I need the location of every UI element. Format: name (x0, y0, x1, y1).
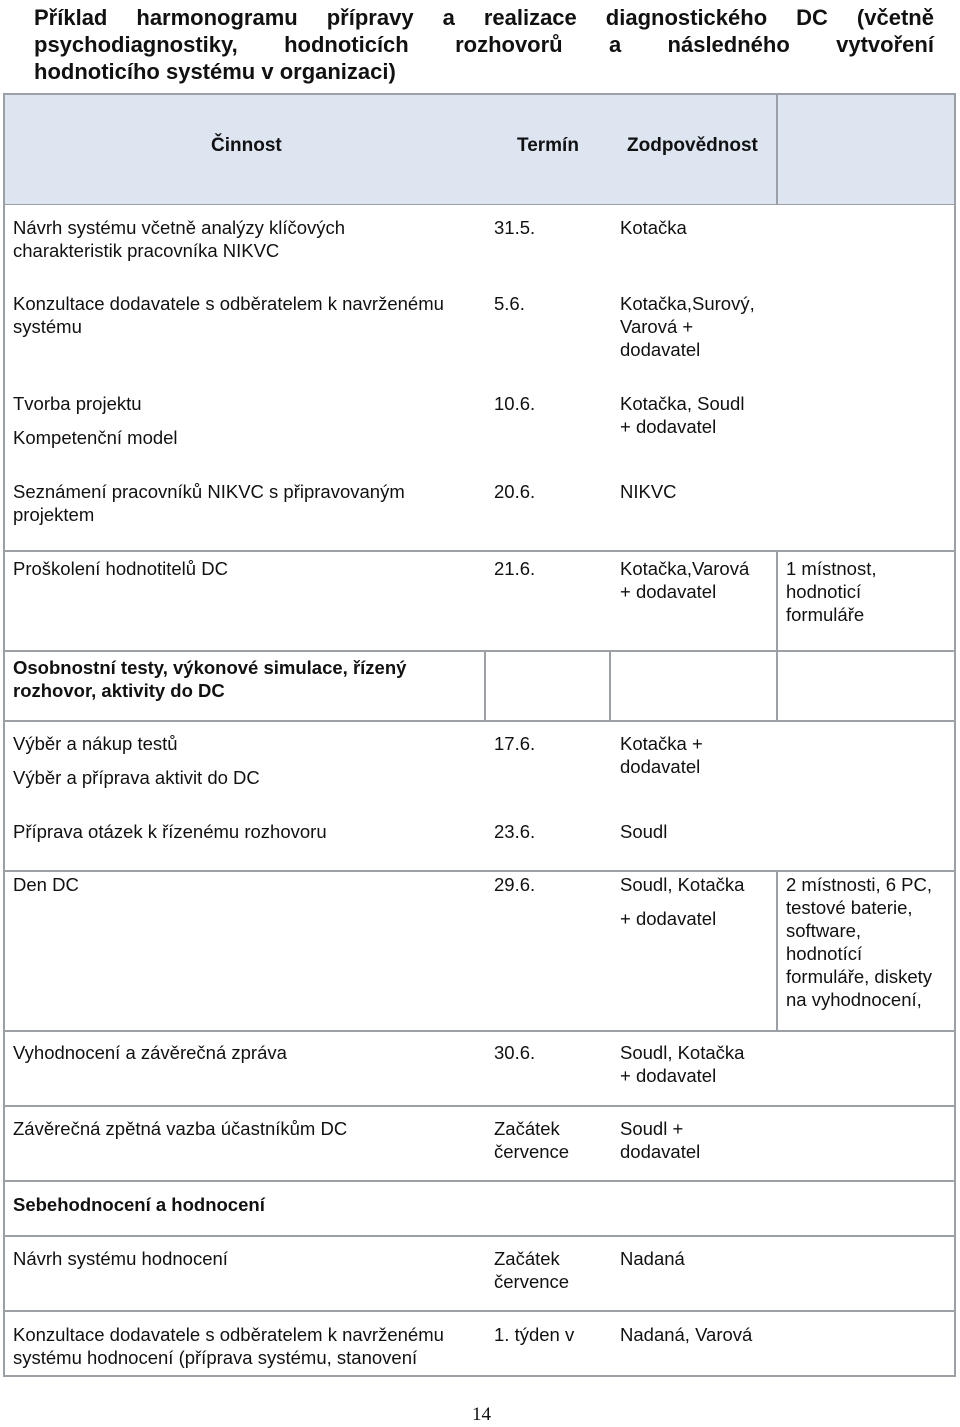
responsibility-line: Varová + (620, 316, 694, 337)
note-line: hodnoticí (786, 581, 862, 602)
responsibility-line: dodavatel (620, 756, 701, 777)
responsibility-cell (620, 1041, 744, 1087)
table-row (13, 1323, 444, 1369)
title-word: Příklad (34, 5, 108, 30)
title-line: hodnoticího systému v organizaci) (34, 59, 396, 84)
row-divider (5, 870, 954, 872)
note-line: software, (786, 920, 862, 941)
note-line: formuláře, diskety (786, 966, 932, 987)
title-word: následného (667, 32, 790, 57)
note-line: formuláře (786, 604, 865, 625)
note-cell (786, 557, 876, 626)
note-line: hodnotící (786, 943, 863, 964)
note-cell (786, 873, 932, 1011)
title-word: vytvoření (836, 32, 934, 57)
document-title (34, 4, 934, 85)
activity-cell: Kompetenční model (13, 427, 178, 448)
table-row (13, 732, 260, 789)
title-word: realizace (483, 5, 577, 30)
activity-cell: Návrh systému hodnocení (13, 1248, 228, 1269)
date-line: července (494, 1141, 570, 1162)
responsibility-cell (620, 732, 703, 778)
responsibility-cell (620, 1117, 700, 1163)
section-heading: Sebehodnocení a hodnocení (13, 1194, 265, 1215)
row-divider (5, 720, 954, 722)
responsibility-cell: Kotačka (620, 217, 687, 238)
note-line: na vyhodnocení, (786, 989, 922, 1010)
section-line: rozhovor, aktivity do DC (13, 680, 225, 701)
note-line: testové baterie, (786, 897, 913, 918)
activity-cell: Výběr a příprava aktivit do DC (13, 767, 260, 788)
note-line: 2 místnosti, 6 PC, (786, 874, 932, 895)
activity-cell: Konzultace dodavatele s odběratelem k navrženému (13, 293, 444, 314)
activity-cell: charakteristik pracovníka NIKVC (13, 240, 280, 261)
title-word: DC (796, 5, 828, 30)
row-divider (5, 1105, 954, 1107)
column-divider (776, 550, 778, 720)
responsibility-line: Soudl, Kotačka (620, 874, 745, 895)
title-word: psychodiagnostiky, (34, 32, 238, 57)
responsibility-line: Soudl, Kotačka (620, 1042, 745, 1063)
column-divider (776, 870, 778, 1030)
responsibility-cell (620, 292, 755, 361)
responsibility-line: Soudl + (620, 1118, 684, 1139)
table-row (13, 216, 345, 262)
activity-cell: Proškolení hodnotitelů DC (13, 558, 228, 579)
table-header (5, 95, 954, 205)
title-word: rozhovorů (455, 32, 563, 57)
date-line: července (494, 1271, 570, 1292)
responsibility-line: Kotačka,Surový, (620, 293, 755, 314)
responsibility-line: dodavatel (620, 1141, 701, 1162)
date-cell: 29.6. (494, 874, 536, 895)
responsibility-cell (620, 557, 749, 603)
activity-cell: Příprava otázek k řízenému rozhovoru (13, 821, 327, 842)
responsibility-cell (620, 873, 744, 930)
date-cell: 10.6. (494, 393, 536, 414)
section-line: Osobnostní testy, výkonové simulace, řízený (13, 657, 407, 678)
title-word: hodnoticích (284, 32, 409, 57)
date-cell (494, 1117, 569, 1163)
date-cell: 17.6. (494, 733, 536, 754)
activity-cell: Vyhodnocení a závěrečná zpráva (13, 1042, 287, 1063)
responsibility-line: Kotačka + (620, 733, 703, 754)
header-responsibility: Zodpovědnost (627, 135, 758, 156)
activity-cell: Konzultace dodavatele s odběratelem k navrženému (13, 1324, 444, 1345)
activity-cell: projektem (13, 504, 95, 525)
row-divider (5, 1180, 954, 1182)
column-divider (484, 650, 486, 720)
responsibility-cell: Soudl (620, 821, 668, 842)
date-cell: 5.6. (494, 293, 525, 314)
activity-cell: Závěrečná zpětná vazba účastníkům DC (13, 1118, 348, 1139)
column-divider (609, 650, 611, 720)
table-row (13, 392, 178, 449)
title-word: harmonogramu (136, 5, 298, 30)
activity-cell: systému hodnocení (příprava systému, stanovení (13, 1347, 418, 1368)
table-row (13, 480, 405, 526)
responsibility-line: Kotačka,Varová (620, 558, 750, 579)
date-cell: 1. týden v (494, 1324, 575, 1345)
header-activity: Činnost (211, 135, 282, 156)
date-cell: 20.6. (494, 481, 536, 502)
responsibility-cell: Nadaná, Varová (620, 1324, 753, 1345)
activity-cell: Tvorba projektu (13, 393, 142, 414)
row-divider (5, 1310, 954, 1312)
table-row (13, 292, 444, 338)
date-cell: 23.6. (494, 821, 536, 842)
date-cell: 21.6. (494, 558, 536, 579)
responsibility-cell (620, 392, 744, 438)
responsibility-cell: Nadaná (620, 1248, 685, 1269)
responsibility-line: dodavatel (620, 339, 701, 360)
responsibility-line: + dodavatel (620, 581, 717, 602)
row-divider (5, 650, 954, 652)
responsibility-cell: NIKVC (620, 481, 677, 502)
title-word: (včetně (856, 5, 934, 30)
activity-cell: Den DC (13, 874, 79, 895)
responsibility-line: + dodavatel (620, 908, 717, 929)
note-line: 1 místnost, (786, 558, 877, 579)
date-cell: 30.6. (494, 1042, 536, 1063)
responsibility-line: + dodavatel (620, 416, 717, 437)
activity-cell: Seznámení pracovníků NIKVC s připravovaným (13, 481, 405, 502)
title-word: diagnostického (605, 5, 768, 30)
title-word: a (608, 32, 622, 57)
row-divider (5, 1235, 954, 1237)
page-number: 14 (472, 1404, 491, 1425)
title-word: a (442, 5, 455, 30)
row-divider (5, 1030, 954, 1032)
header-date: Termín (517, 135, 579, 156)
title-word: přípravy (326, 5, 414, 30)
date-line: Začátek (494, 1248, 560, 1269)
column-divider (776, 95, 778, 205)
date-cell (494, 1247, 569, 1293)
responsibility-line: Kotačka, Soudl (620, 393, 745, 414)
activity-cell: systému (13, 316, 82, 337)
activity-cell: Návrh systému včetně analýzy klíčových (13, 217, 346, 238)
activity-cell: Výběr a nákup testů (13, 733, 178, 754)
date-cell: 31.5. (494, 217, 536, 238)
date-line: Začátek (494, 1118, 560, 1139)
section-heading (13, 656, 406, 702)
responsibility-line: + dodavatel (620, 1065, 717, 1086)
row-divider (5, 550, 954, 552)
